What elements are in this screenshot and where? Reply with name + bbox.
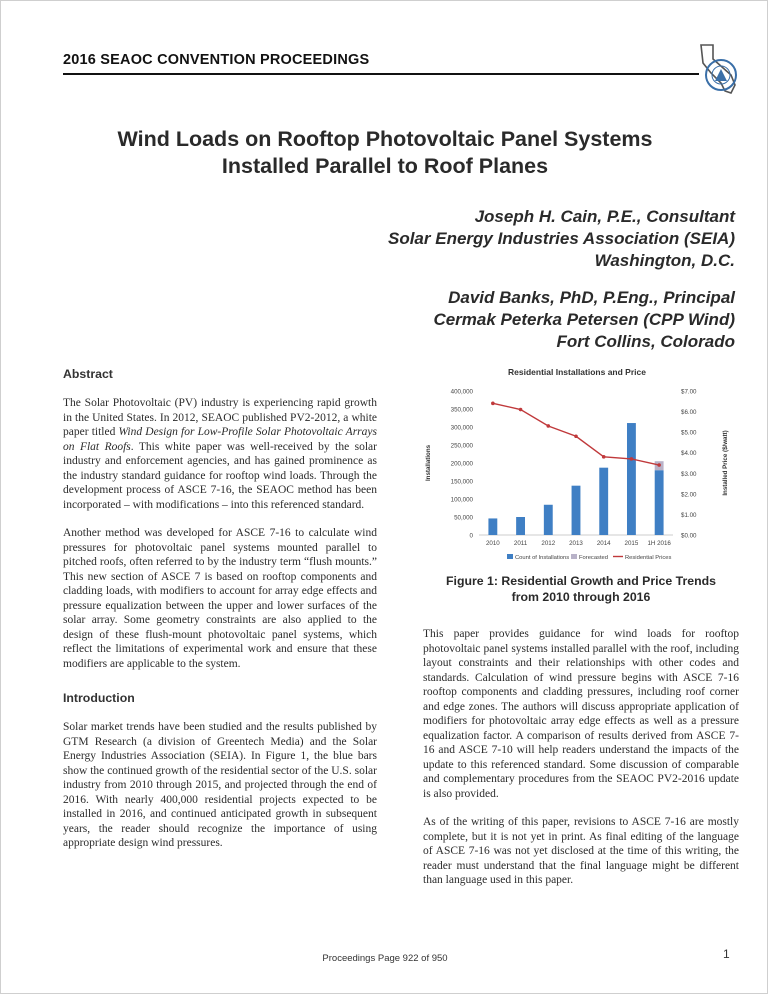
price-point — [519, 408, 523, 412]
x-tick-label: 2010 — [485, 540, 500, 547]
legend-swatch-forecasted — [571, 554, 577, 559]
title-line-2: Installed Parallel to Roof Planes — [221, 154, 549, 178]
y2-tick-label: $2.00 — [681, 491, 697, 499]
price-point — [574, 434, 578, 438]
author-block-2 — [433, 287, 735, 353]
x-tick-label: 2015 — [624, 540, 639, 547]
abstract-paragraph-1 — [63, 396, 377, 512]
author-2-name: David Banks, PhD, P.Eng., Principal — [448, 288, 735, 307]
figure-1-chart — [421, 367, 733, 567]
legend-label-installations: Count of Installations — [515, 555, 570, 561]
author-2-location: Fort Collins, Colorado — [556, 332, 735, 351]
page-number: 1 — [723, 947, 730, 961]
price-point — [630, 457, 634, 461]
y-tick-label: 350,000 — [450, 406, 473, 414]
installations-bar — [544, 505, 553, 535]
author-2-org: Cermak Peterka Petersen (CPP Wind) — [433, 310, 735, 329]
abstract-p1-text-b: . This white paper was well-received by the solar industry and enforcement agencies, and has gained prominence as the industry standard guidance for rooftop wind loads. Through the development process of ASCE 7-16, the SEAOC method has been incorporated – with modifications – into this referenced standard. — [63, 440, 377, 511]
y-tick-label: 150,000 — [450, 478, 473, 486]
white-paper-title: Wind Design for Low-Profile Solar Photovoltaic Arrays on Flat Roofs — [63, 426, 377, 453]
paper-title — [41, 126, 729, 180]
y-tick-label: 0 — [469, 532, 473, 540]
y-tick-label: 300,000 — [450, 424, 473, 432]
footer-page-text: Proceedings Page 922 of 950 — [322, 953, 448, 964]
installations-bar — [599, 468, 608, 535]
author-1-name: Joseph H. Cain, P.E., Consultant — [474, 207, 735, 226]
x-tick-label: 1H 2016 — [647, 540, 671, 547]
installations-bar — [516, 517, 525, 535]
y2-tick-label: $1.00 — [681, 511, 697, 519]
y2-tick-label: $3.00 — [681, 470, 697, 478]
y-tick-label: 100,000 — [450, 496, 473, 504]
author-1-org: Solar Energy Industries Association (SEIA) — [387, 229, 735, 248]
x-tick-label: 2011 — [513, 540, 528, 547]
right-paragraph-1: This paper provides guidance for wind loads for rooftop photovoltaic panel systems installed parallel with the roof, including layout constraints and their relationships with other codes and standards. Calculation of wind pressure begins with ASCE 7-16 rooftop components and cladding pressures, including roof corner and edge zones. The authors will discuss appropriate application of modifiers for photovoltaic array edge effects as well as a pressure equalization factor. A comparison of results derived from ASCE 7-16 and ASCE 7-10 will help readers understand the impacts of the update to this referenced standard. Some discussion of comparable and complementary procedures from the SEAOC PV2-2016 update is also provided. — [423, 628, 739, 800]
figure-caption-line-2: from 2010 through 2016 — [511, 590, 651, 604]
seaoc-logo-icon — [691, 41, 749, 99]
abstract-heading: Abstract — [63, 367, 113, 381]
y-tick-label: 50,000 — [454, 514, 473, 522]
chart-svg — [421, 367, 733, 567]
y2-tick-label: $0.00 — [681, 532, 697, 540]
introduction-paragraph-1: Solar market trends have been studied and the results published by GTM Research (a division of Greentech Media) and the Solar Energy Industries Association (SEIA). In Figure 1, the blue bars show the continued growth of the residential sector of the U.S. solar industry from 2010 through 2015, and projected through the end of 2016. With nearly 400,000 residential projects expected to be installed in 2016, and continued anticipated growth in subsequent years, the reader should recognize the importance of using appropriate design wind pressures. — [63, 721, 377, 849]
right-paragraph-2: As of the writing of this paper, revisions to ASCE 7-16 are mostly complete, but it is not yet in print. As final editing of the language of ASCE 7-16 was not yet disclosed at the time of this writing, the reader must understand that the final language might be different than language used in this paper. — [423, 816, 739, 886]
x-tick-label: 2014 — [596, 540, 611, 547]
price-point — [546, 424, 550, 428]
x-tick-label: 2012 — [541, 540, 556, 547]
title-line-1: Wind Loads on Rooftop Photovoltaic Panel Systems — [117, 127, 653, 151]
header-rule — [63, 73, 699, 75]
introduction-heading: Introduction — [63, 691, 135, 705]
legend-label-forecasted: Forecasted — [579, 555, 608, 561]
y-tick-label: 200,000 — [450, 460, 473, 468]
y2-axis-label: Installed Price ($/watt) — [722, 430, 729, 496]
y-axis-label: Installations — [425, 444, 432, 482]
x-tick-label: 2013 — [569, 540, 583, 547]
installations-bar — [488, 518, 497, 535]
y2-tick-label: $5.00 — [681, 429, 697, 437]
price-point — [491, 402, 495, 406]
left-column — [63, 367, 377, 865]
figure-caption — [421, 573, 741, 605]
author-1-location: Washington, D.C. — [594, 251, 735, 270]
y-tick-label: 400,000 — [450, 388, 473, 396]
y2-tick-label: $7.00 — [681, 388, 697, 396]
y2-tick-label: $4.00 — [681, 450, 697, 458]
abstract-paragraph-2: Another method was developed for ASCE 7-16 to calculate wind pressures for photovoltaic panel systems mounted parallel to pitched roofs, often referred to by the industry term “flush mounts.” This new section of ASCE 7 is based on rooftop components and cladding loads, with modifiers to account for array edge effects and pressure equalization between the upper and lower surfaces of the solar array. Some geometry constraints are also applied to the design of these flush-mount photovoltaic panel systems, which reflect the limitations of experimental work and ensure that these modifiers are applicable to the system. — [63, 527, 377, 670]
chart-title: Residential Installations and Price — [508, 367, 646, 377]
right-column — [423, 627, 739, 902]
legend-swatch-installations — [507, 554, 513, 559]
legend-label-prices: Residential Prices — [625, 555, 672, 561]
price-point — [657, 463, 661, 467]
installations-bar — [572, 486, 581, 535]
y-tick-label: 250,000 — [450, 442, 473, 450]
installations-bar — [627, 423, 636, 535]
price-point — [602, 455, 606, 459]
proceedings-header: 2016 SEAOC CONVENTION PROCEEDINGS — [63, 52, 370, 68]
installations-bar — [655, 470, 664, 535]
abstract-p1-text-a: The Solar Photovoltaic (PV) industry is experiencing rapid growth in the United States. In 2012, SEAOC published PV2-2012, a white paper titled — [63, 397, 377, 438]
y2-tick-label: $6.00 — [681, 409, 697, 417]
author-block-1 — [388, 206, 735, 272]
figure-caption-line-1: Figure 1: Residential Growth and Price Trends — [446, 574, 716, 588]
